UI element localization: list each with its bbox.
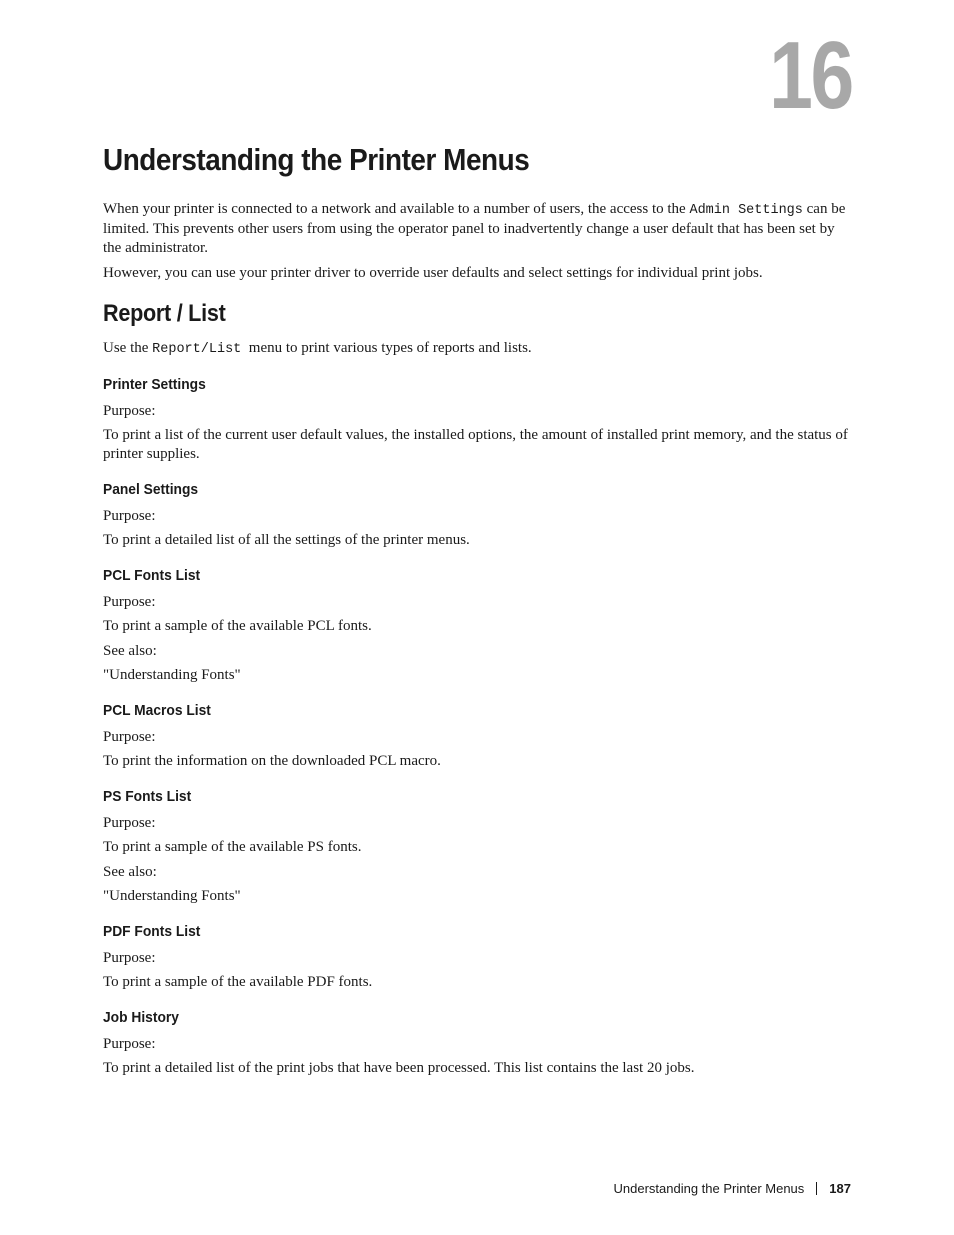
purpose-label: Purpose:: [103, 815, 156, 831]
purpose-text: To print a list of the current user default values, the installed options, the amount of installed print memory, and the status of printer supplies.: [103, 427, 848, 462]
purpose-text: To print a sample of the available PDF fonts.: [103, 974, 373, 990]
purpose-text: To print the information on the downloaded PCL macro.: [103, 753, 441, 769]
see-also-label: See also:: [103, 643, 157, 659]
item-pdf-fonts-list: [103, 922, 851, 992]
page-content: [103, 140, 851, 1084]
report-list-code: Report/List: [152, 342, 242, 357]
see-also-label: See also:: [103, 864, 157, 880]
purpose-label: Purpose:: [103, 729, 156, 745]
chapter-title: Understanding the Printer Menus: [103, 142, 530, 177]
purpose-label: Purpose:: [103, 403, 156, 419]
purpose-text: To print a detailed list of all the settings of the printer menus.: [103, 532, 470, 548]
purpose-label: Purpose:: [103, 950, 156, 966]
item-pcl-fonts-list: [103, 566, 851, 685]
page-number: 187: [829, 1181, 851, 1196]
purpose-label: Purpose:: [103, 508, 156, 524]
purpose-label: Purpose:: [103, 594, 156, 610]
item-title: Printer Settings: [103, 376, 206, 393]
item-pcl-macros-list: [103, 701, 851, 771]
footer-chapter-title: Understanding the Printer Menus: [613, 1181, 805, 1196]
section-intro-text: menu to print various types of reports and lists.: [241, 340, 532, 356]
intro-text: When your printer is connected to a network and available to a number of users, the access to the: [103, 201, 690, 217]
purpose-text: To print a detailed list of the print jobs that have been processed. This list contains the last 20 jobs.: [103, 1060, 695, 1076]
item-panel-settings: [103, 480, 851, 550]
purpose-text: To print a sample of the available PS fonts.: [103, 839, 362, 855]
intro-text: can be limited. This prevents other users from using the operator panel to inadvertently change a user default that has been set by the administrator.: [103, 201, 846, 256]
section-intro: [103, 339, 851, 359]
intro-paragraph-2: However, you can use your printer driver to override user defaults and select settings for individual print jobs.: [103, 265, 763, 281]
page-footer: [614, 1181, 851, 1196]
section-title: Report / List: [103, 300, 226, 327]
purpose-label: Purpose:: [103, 1036, 156, 1052]
item-title: Job History: [103, 1009, 179, 1026]
item-title: Panel Settings: [103, 481, 199, 498]
intro-paragraph-1: [103, 200, 851, 258]
see-also-text: "Understanding Fonts": [103, 667, 241, 683]
item-title: PCL Fonts List: [103, 567, 201, 584]
chapter-number: 16: [769, 22, 852, 129]
item-ps-fonts-list: [103, 787, 851, 906]
section-intro-text: Use the: [103, 340, 153, 356]
item-title: PCL Macros List: [103, 702, 211, 719]
item-printer-settings: [103, 375, 851, 464]
see-also-text: "Understanding Fonts": [103, 888, 241, 904]
footer-divider: [816, 1182, 817, 1195]
purpose-text: To print a sample of the available PCL fonts.: [103, 618, 372, 634]
item-title: PS Fonts List: [103, 788, 192, 805]
admin-settings-code: Admin Settings: [689, 203, 803, 218]
item-job-history: [103, 1008, 851, 1078]
item-title: PDF Fonts List: [103, 923, 201, 940]
